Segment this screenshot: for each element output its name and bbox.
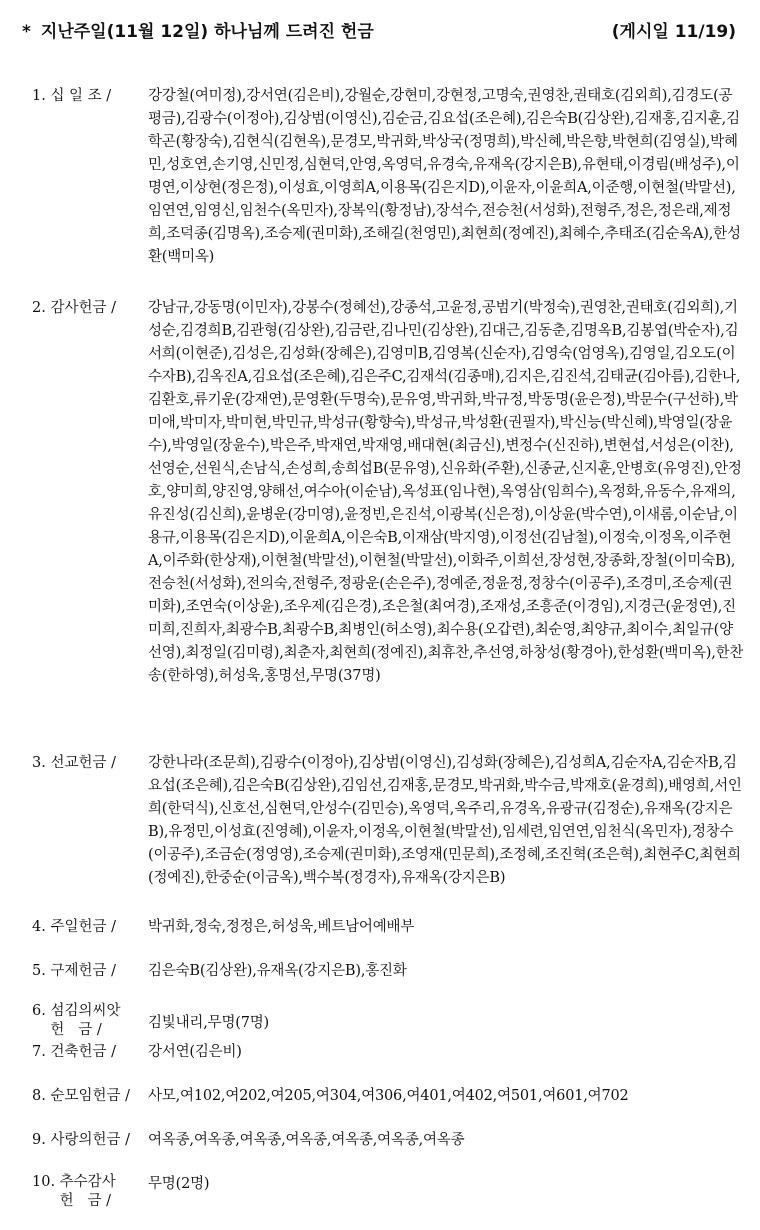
section-label: 10. 추수감사 헌 금 / [32,1174,116,1209]
page-title: 지난주일(11월 12일) 하나님께 드려진 헌금 [40,21,374,42]
section-content: 강강철(여미정),강서연(김은비),강월순,강현미,강현정,고명숙,권영찬,권태호(김외희),김경도(공평금),김광수(이정아),김상범(이영신),김순금,김요섭(조은혜),김은숙B(김상완),김재홍,김지훈,김학곤(황장숙),김현식(김현옥),문경모,박귀화,박상국(정명희),박신혜,박은향,박현희(김영실),박혜민,성호연,손기영,신민정,심현덕,안영,옥영덕,유경숙,유재옥(강지은B),유현태,이경림(배성주),이명연,이상현(정은정),이성효,이영희A,이용목(김은지D),이윤자,이윤희A,이준행,이현철(박말선),임연연,임영신,임천수(옥민자),장복익(황정남),장석수,전승천(서성화),전형주,정은,정은래,제정희,조덕종(김명옥),조승제(권미화),조해길(천영민),최현희(정예진),최혜수,추태조(김순옥A),한성환(백미옥) [148,88,741,265]
section-content: 강서연(김은비) [148,1044,242,1060]
section-content: 김빛내리,무명(7명) [148,1015,269,1031]
section-content: 사모,여102,여202,여205,여304,여306,여401,여402,여501,여601,여702 [148,1088,629,1104]
section-label: 9. 사랑의헌금 / [32,1132,130,1148]
page-header [22,14,736,44]
section-content: 강남규,강동명(이민자),강봉수(정혜선),강종석,고윤정,공범기(박정숙),권영찬,권태호(김외희),기성순,김경희B,김관형(김상완),김금란,김나민(김상완),김대근,김동춘,김명옥B,김봉엽(박순자),김서희(이현준),김성은,김성화(장혜은),김영미B,김영복(신순자),김영숙(엄영옥),김영일,김오도(이수자B),김옥진A,김요섭(조은혜),김은주C,김재석(김종매),김지은,김진석,김태균(김아름),김한나,김환호,류기운(강재연),문영환(두명숙),문유영,박귀화,박규정,박동명(윤은정),박문수(구선하),박미애,박미자,박미현,박민규,박성규(황향숙),박성규,박성환(권필자),박신능(박신혜),박영일(장윤수),박영일(장윤수),박은주,박재연,박재영,배대현(최금신),변정수(신진하),변현섭,서성은(이찬),선영순,선원식,손남식,손성희,송희섭B(문유영),신유화(주환),신종균,신지훈,안병호(유영진),안정호,양미희,양진영,양해선,여수아(이순남),옥성표(임나현),옥영삼(임희수),옥정화,유동수,유재의,유진성(김신희),윤병운(강미영),윤정빈,은진석,이광복(신은정),이상윤(박수연),이새롬,이순남,이용규,이용목(김은지D),이윤희A,이은숙B,이재삼(박지영),이정선(김남철),이정숙,이정옥,이주현A,이주화(한상재),이현철(박말선),이현철(박말선),이화주,이희선,장성현,장종화,장철(이미숙B),전승천(서성화),전의숙,전형주,정광운(손은주),정예준,정윤정,정창수(이공주),조경미,조승제(권미화),조연숙(이상윤),조우제(김은경),조은철(최여경),조재성,조흥준(이경임),지경근(윤정연),진미희,진희자,최광수B,최광수B,최병인(허소영),최수용(오갑련),최순영,최양규,최이수,최일규(양선영),최정일(김미령),최춘자,최현희(정예진),최휴찬,추선영,하창성(황경아),한성환(백미옥),한찬송(한하영),허성욱,홍명선,무명(37명) [148,300,744,684]
section-label: 5. 구제헌금 / [32,963,116,979]
section-content: 무명(2명) [148,1176,210,1192]
section-label: 6. 섬김의씨앗 헌 금 / [32,1003,121,1038]
section-content: 강한나라(조문희),김광수(이정아),김상범(이영신),김성화(장혜은),김성희A,김순자A,김순자B,김요섭(조은혜),김은숙B(김상완),김임선,김재홍,문경모,박귀화,박수금,박재호(윤경희),배영희,서인희(한덕식),신호선,심현덕,안성수(김민승),옥영덕,옥주리,유경옥,유광규(김정순),유재옥(강지은B),유정민,이성효(진영혜),이윤자,이정옥,이현철(박말선),임세련,임연연,임천식(옥민자),정창수(이공주),조금순(정영영),조승제(권미화),조영재(민문희),조정혜,조진혁(조은혁),최현주C,최현희(정예진),한중순(이금옥),백수복(정경자),유재옥(강지은B) [148,755,742,886]
section-content: 박귀화,정숙,정정은,허성욱,베트남어예배부 [148,919,415,935]
section-label: 2. 감사헌금 / [32,300,116,316]
section-label: 4. 주일헌금 / [32,919,116,935]
section-label: 8. 순모임헌금 / [32,1088,130,1104]
asterisk-icon: * [22,21,31,42]
header-title-group [22,17,374,42]
section-label: 7. 건축헌금 / [32,1044,116,1060]
section-label: 3. 선교헌금 / [32,755,116,771]
section-content: 여옥종,여옥종,여옥종,여옥종,여옥종,여옥종,여옥종 [148,1132,465,1148]
section-content: 김은숙B(김상완),유재옥(강지은B),홍진화 [148,963,407,979]
post-date: (게시일 11/19) [611,21,736,42]
section-label: 1. 십 일 조 / [32,88,112,104]
